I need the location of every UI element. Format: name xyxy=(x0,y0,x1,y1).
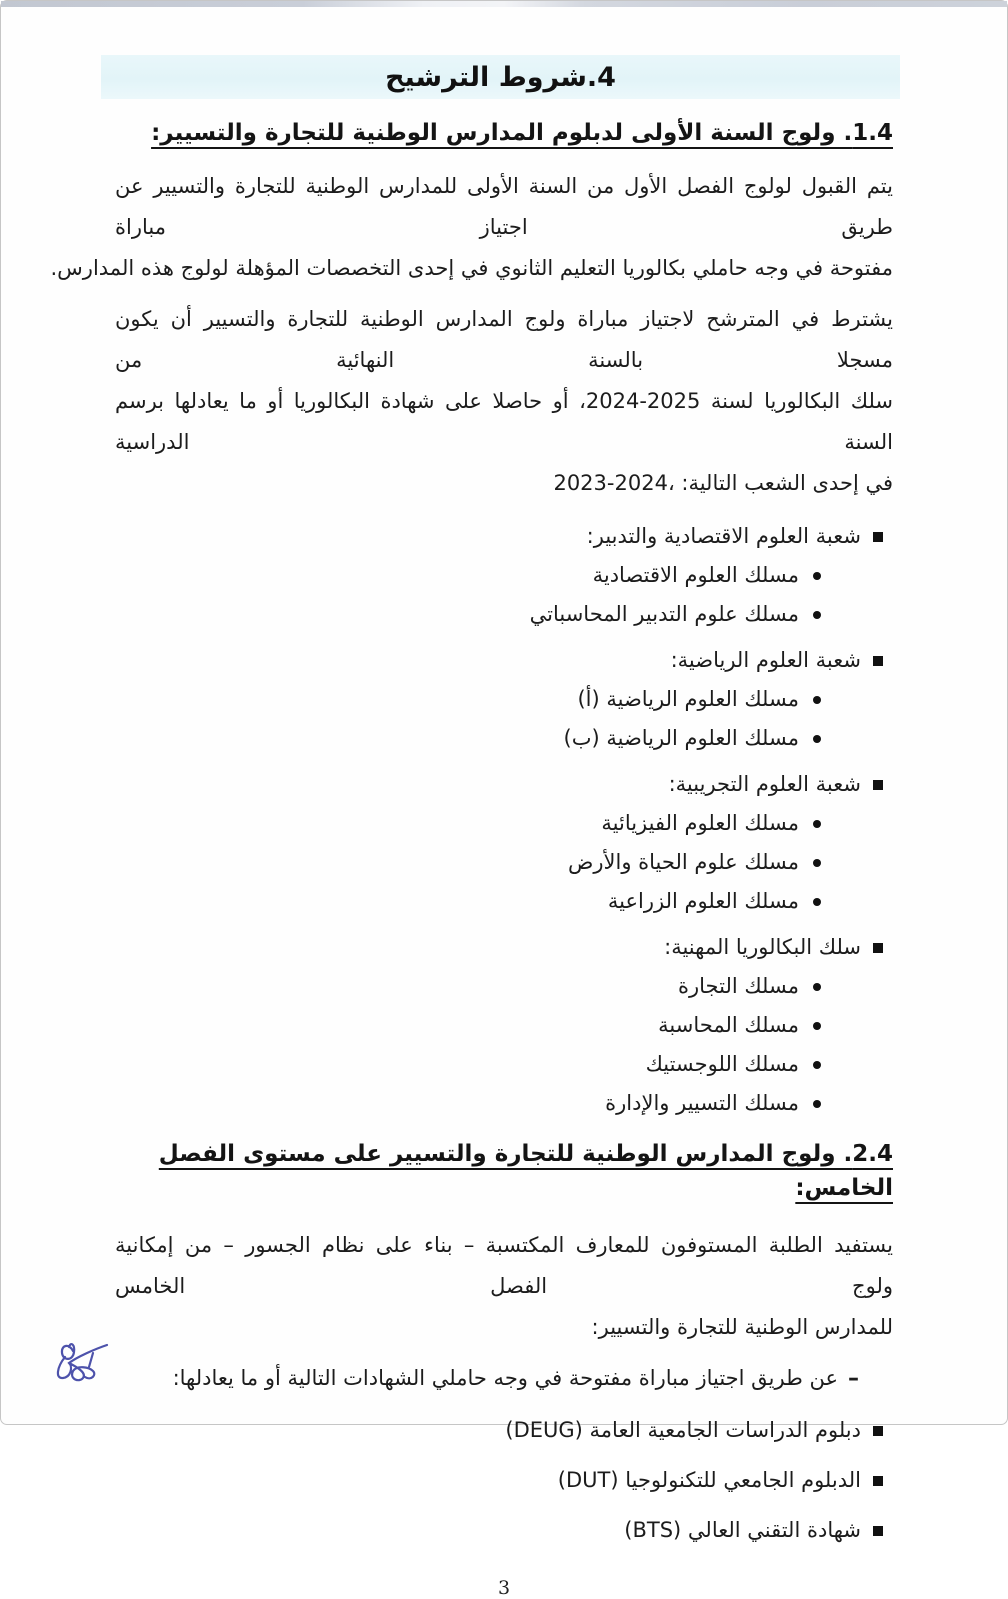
list-item-label: دبلوم الدراسات الجامعية العامة (DEUG) xyxy=(505,1418,861,1442)
list-item-label: شعبة العلوم الرياضية: xyxy=(670,648,861,672)
list-item-label: مسلك العلوم الفيزيائية xyxy=(601,811,799,835)
list-item xyxy=(115,883,893,919)
list-item-label: مسلك علوم الحياة والأرض xyxy=(568,850,799,874)
list-item-label: شعبة العلوم الاقتصادية والتدبير: xyxy=(586,524,861,548)
paragraph-line: سلك البكالوريا لسنة 2025-2024، أو حاصلا على شهادة البكالوريا أو ما يعادلها برسم السنة الدراسية xyxy=(115,389,893,454)
list-item xyxy=(115,844,893,880)
handwritten-signature xyxy=(43,1323,133,1403)
paragraph-admission-first-year xyxy=(50,166,893,289)
list-item xyxy=(115,720,893,756)
paragraph-line: يتم القبول لولوج الفصل الأول من السنة الأولى للمدارس الوطنية للتجارة والتسيير عن طريق اجتياز مباراة xyxy=(115,174,893,239)
section-2-4-heading: 2.4. ولوج المدارس الوطنية للتجارة والتسيير على مستوى الفصل الخامس: xyxy=(158,1141,893,1201)
circle-bullet-icon xyxy=(813,898,821,906)
section-1-4-heading: 1.4. ولوج السنة الأولى لدبلوم المدارس الوطنية للتجارة والتسيير: xyxy=(151,120,893,146)
list-item xyxy=(115,642,893,678)
paragraph-line: يستفيد الطلبة المستوفون للمعارف المكتسبة – بناء على نظام الجسور – من إمكانية ولوج الفصل الخامس xyxy=(115,1233,893,1298)
list-item xyxy=(115,1463,893,1497)
dash-item-label: عن طريق اجتياز مباراة مفتوحة في وجه حاملي الشهادات التالية أو ما يعادلها: xyxy=(172,1366,838,1390)
square-bullet-icon xyxy=(873,780,883,790)
circle-bullet-icon xyxy=(813,1061,821,1069)
circle-bullet-icon xyxy=(813,611,821,619)
list-item xyxy=(115,1007,893,1043)
list-item xyxy=(115,681,893,717)
streams-list xyxy=(115,518,893,1121)
list-item xyxy=(115,929,893,965)
circle-bullet-icon xyxy=(813,820,821,828)
scan-edge-strip xyxy=(1,1,1007,7)
circle-bullet-icon xyxy=(813,696,821,704)
list-item xyxy=(115,805,893,841)
list-item-label: مسلك اللوجستيك xyxy=(645,1052,799,1076)
list-item-label: مسلك العلوم الرياضية (ب) xyxy=(563,726,799,750)
list-item-label: مسلك التسيير والإدارة xyxy=(605,1091,799,1115)
list-item xyxy=(115,596,893,632)
page-number: 3 xyxy=(497,1577,511,1599)
list-item xyxy=(115,1413,893,1447)
list-item-label: مسلك علوم التدبير المحاسباتي xyxy=(529,602,799,626)
list-item xyxy=(115,766,893,802)
square-bullet-icon xyxy=(873,1426,883,1436)
list-item-label: شهادة التقني العالي (BTS) xyxy=(624,1518,861,1542)
list-item-label: شعبة العلوم التجريبية: xyxy=(668,772,861,796)
page-title: 4.شروط الترشيح xyxy=(385,61,616,93)
list-item xyxy=(115,557,893,593)
paragraph-line: في إحدى الشعب التالية: ،2024-2023 xyxy=(553,471,893,495)
square-bullet-icon xyxy=(873,1526,883,1536)
diplomas-list xyxy=(115,1413,893,1547)
list-item-label: مسلك العلوم الرياضية (أ) xyxy=(577,687,799,711)
list-item xyxy=(115,968,893,1004)
circle-bullet-icon xyxy=(813,572,821,580)
list-item-label: الدبلوم الجامعي للتكنولوجيا (DUT) xyxy=(557,1468,861,1492)
paragraph-line: للمدارس الوطنية للتجارة والتسيير: xyxy=(591,1315,893,1339)
list-item xyxy=(115,518,893,554)
paragraph-line: يشترط في المترشح لاجتياز مباراة ولوج المدارس الوطنية للتجارة والتسيير أن يكون مسجلا بالسنة النهائية من xyxy=(115,307,893,372)
dash-bullet-icon: – xyxy=(848,1366,859,1391)
circle-bullet-icon xyxy=(813,1022,821,1030)
square-bullet-icon xyxy=(873,532,883,542)
square-bullet-icon xyxy=(873,1476,883,1486)
list-item-label: مسلك التجارة xyxy=(678,974,799,998)
list-item xyxy=(115,1513,893,1547)
square-bullet-icon xyxy=(873,656,883,666)
paragraph-line: مفتوحة في وجه حاملي بكالوريا التعليم الثانوي في إحدى التخصصات المؤهلة لولوج هذه المدارس. xyxy=(50,256,893,280)
list-item xyxy=(115,1085,893,1121)
square-bullet-icon xyxy=(873,943,883,953)
circle-bullet-icon xyxy=(813,1100,821,1108)
list-item-label: سلك البكالوريا المهنية: xyxy=(664,935,861,959)
dash-list-item xyxy=(115,1360,893,1397)
title-highlight-strip xyxy=(101,55,900,99)
paragraph-fifth-semester xyxy=(115,1225,893,1348)
list-item-label: مسلك المحاسبة xyxy=(658,1013,799,1037)
paragraph-candidate-requirements xyxy=(115,299,893,504)
list-item xyxy=(115,1046,893,1082)
circle-bullet-icon xyxy=(813,983,821,991)
circle-bullet-icon xyxy=(813,735,821,743)
list-item-label: مسلك العلوم الاقتصادية xyxy=(592,563,799,587)
circle-bullet-icon xyxy=(813,859,821,867)
list-item-label: مسلك العلوم الزراعية xyxy=(607,889,799,913)
